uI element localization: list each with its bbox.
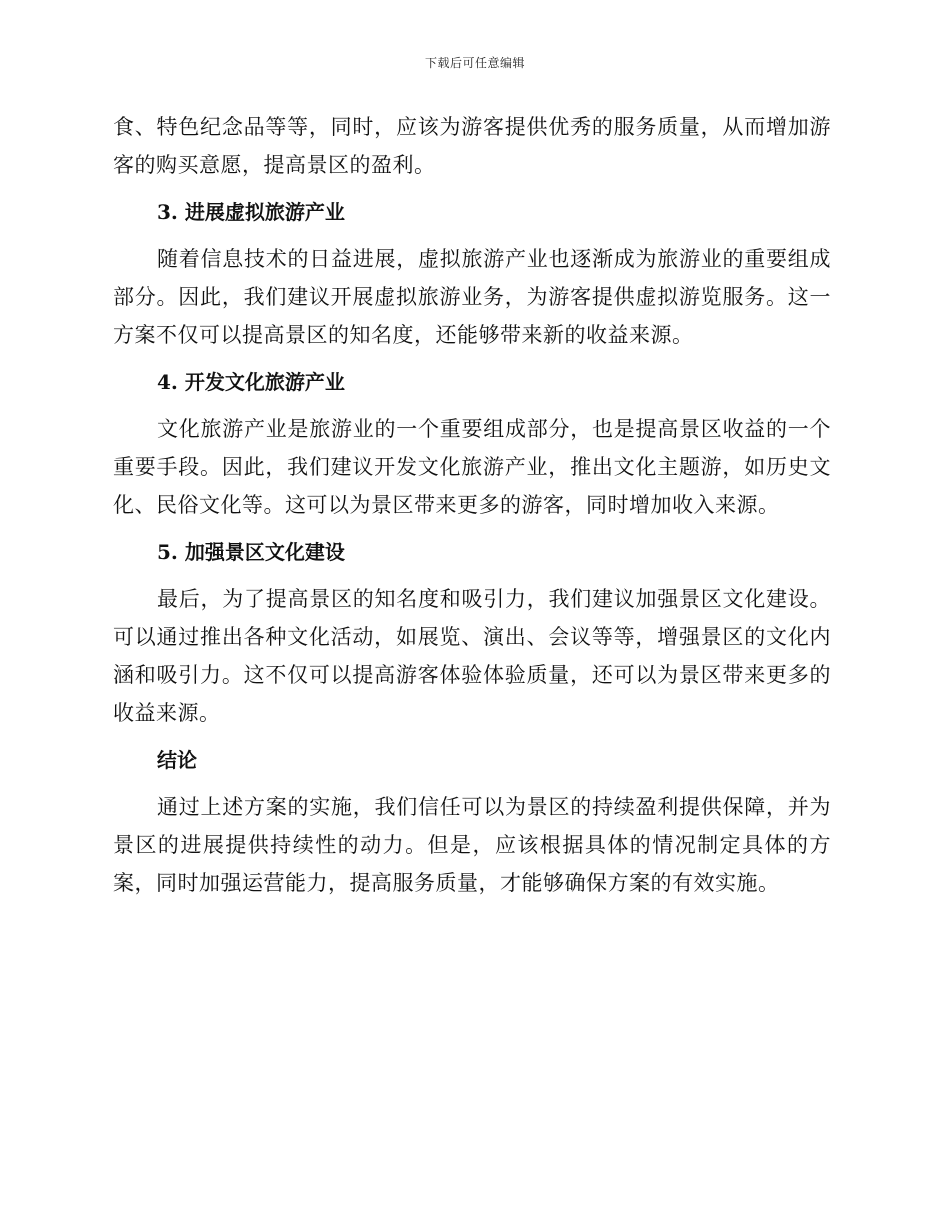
document-body (113, 108, 831, 902)
paragraph-virtual-tourism: 随着信息技术的日益进展，虚拟旅游产业也逐渐成为旅游业的重要组成部分。因此，我们建议开展虚拟旅游业务，为游客提供虚拟游览服务。这一方案不仅可以提高景区的知名度，还能够带来新的收益来源。 (113, 247, 831, 347)
paragraph-conclusion: 通过上述方案的实施，我们信任可以为景区的持续盈利提供保障，并为景区的进展提供持续性的动力。但是，应该根据具体的情况制定具体的方案，同时加强运营能力，提高服务质量，才能够确保方案的有效实施。 (113, 795, 831, 895)
paragraph-cultural-tourism: 文化旅游产业是旅游业的一个重要组成部分，也是提高景区收益的一个重要手段。因此，我们建议开发文化旅游产业，推出文化主题游，如历史文化、民俗文化等。这可以为景区带来更多的游客，同时增加收入来源。 (113, 417, 831, 517)
section-heading-5: 5. 加强景区文化建设 (157, 540, 345, 564)
paragraph-cultural-construction: 最后，为了提高景区的知名度和吸引力，我们建议加强景区文化建设。可以通过推出各种文化活动，如展览、演出、会议等等，增强景区的文化内涵和吸引力。这不仅可以提高游客体验体验质量，还可以为景区带来更多的收益来源。 (113, 587, 831, 725)
page-header: 下载后可任意编辑 (424, 56, 525, 70)
section-heading-3: 3. 进展虚拟旅游产业 (157, 200, 345, 224)
section-heading-conclusion: 结论 (157, 748, 197, 772)
section-heading-4: 4. 开发文化旅游产业 (157, 370, 345, 394)
paragraph-continuation: 食、特色纪念品等等，同时，应该为游客提供优秀的服务质量，从而增加游客的购买意愿，提高景区的盈利。 (113, 115, 831, 177)
